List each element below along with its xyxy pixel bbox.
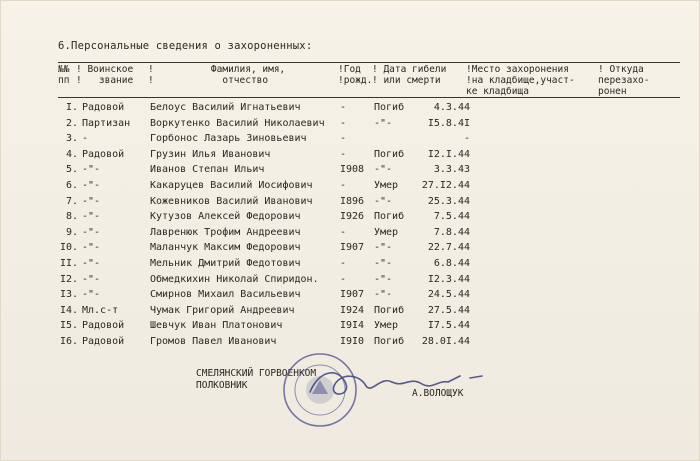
row-rank: -"- <box>82 211 101 223</box>
row-number: 4. <box>65 148 78 160</box>
row-birth-year: - <box>340 180 347 191</box>
row-number: 8. <box>65 211 78 223</box>
row-number: 9. <box>65 226 78 238</box>
table-row <box>0 318 700 333</box>
row-date: 24.5.44 <box>427 289 470 301</box>
row-number: I. <box>65 102 78 113</box>
section-title: 6.Персональные сведения о захороненных: <box>58 40 313 52</box>
row-birth-year: I9I4 <box>340 320 365 332</box>
row-date: 27.I2.44 <box>421 180 470 191</box>
table-row <box>0 240 700 255</box>
table-row <box>0 303 700 318</box>
row-date: I2.3.44 <box>427 273 470 285</box>
row-name: Грузин Илья Иванович <box>150 148 271 160</box>
column-header-no: №№ пп <box>58 64 70 86</box>
table-row <box>0 209 700 224</box>
row-fate: Умер <box>374 226 399 238</box>
row-fate: -"- <box>374 117 393 129</box>
row-date: 7.5.44 <box>433 211 470 223</box>
row-date: I5.8.4I <box>427 117 470 129</box>
column-header-name: ! Фамилия, имя, ! отчество <box>148 64 286 86</box>
row-date: 4.3.44 <box>433 102 470 113</box>
column-header-reburied: ! Откуда перезахо- ронен <box>598 64 650 97</box>
row-fate: Умер <box>374 320 399 332</box>
row-name: Обмедкихин Николай Спиридон. <box>150 273 319 285</box>
row-name: Чумак Григорий Андреевич <box>150 304 295 316</box>
row-fate: -"- <box>374 289 393 301</box>
row-name: Какаруцев Василий Иосифович <box>150 180 313 191</box>
row-number: 6. <box>65 180 78 191</box>
row-birth-year: - <box>340 133 347 145</box>
row-name: Лавренюк Трофим Андреевич <box>150 226 301 238</box>
signatory-name: А.ВОЛОЩУК <box>412 388 464 399</box>
row-rank: -"- <box>82 273 101 285</box>
header-bottom-rule <box>58 97 680 98</box>
row-number: II. <box>59 258 78 269</box>
row-fate: Погиб <box>374 148 405 160</box>
row-number: I4. <box>59 304 78 316</box>
row-date: 7.8.44 <box>433 226 470 238</box>
row-rank: Радовой <box>82 320 125 332</box>
row-rank: Мл.с-т <box>82 304 119 316</box>
column-header-date: ! Дата гибели ! или смерти <box>372 64 447 86</box>
row-fate: -"- <box>374 258 393 269</box>
row-rank: -"- <box>82 226 101 238</box>
row-date: I2.I.44 <box>427 148 470 160</box>
row-date: 28.0I.44 <box>421 336 470 347</box>
row-name: Воркутенко Василий Николаевич <box>150 117 325 129</box>
table-row <box>0 272 700 287</box>
row-number: I6. <box>59 336 78 347</box>
table-row <box>0 256 700 271</box>
row-rank: Радовой <box>82 148 125 160</box>
row-fate: -"- <box>374 273 393 285</box>
row-number: 3. <box>65 133 78 145</box>
row-rank: Радовой <box>82 336 125 347</box>
column-header-year: !Год !рожд. <box>338 64 373 86</box>
row-rank: -"- <box>82 242 101 254</box>
row-fate: Погиб <box>374 102 405 113</box>
row-name: Горбонос Лазарь Зиновьевич <box>150 133 307 145</box>
row-number: I0. <box>59 242 78 254</box>
table-row <box>0 334 700 349</box>
row-fate: Погиб <box>374 211 405 223</box>
row-name: Маланчук Максим Федорович <box>150 242 301 254</box>
row-birth-year: - <box>340 102 347 113</box>
row-fate: Погиб <box>374 304 405 316</box>
row-number: 5. <box>65 164 78 176</box>
row-birth-year: I896 <box>340 195 365 207</box>
row-birth-year: - <box>340 226 347 238</box>
table-row <box>0 225 700 240</box>
row-name: Мельник Дмитрий Федотович <box>150 258 301 269</box>
row-name: Смирнов Михаил Васильевич <box>150 289 301 301</box>
table-row <box>0 147 700 162</box>
row-number: I2. <box>59 273 78 285</box>
row-birth-year: I907 <box>340 242 365 254</box>
row-name: Шевчук Иван Платонович <box>150 320 283 332</box>
row-fate: Умер <box>374 180 399 191</box>
row-date: 25.3.44 <box>427 195 470 207</box>
row-rank: -"- <box>82 195 101 207</box>
table-row <box>0 162 700 177</box>
row-birth-year: I908 <box>340 164 365 176</box>
row-date: 6.8.44 <box>433 258 470 269</box>
signature <box>300 362 500 402</box>
row-rank: Партизан <box>82 117 131 129</box>
row-fate: -"- <box>374 195 393 207</box>
row-number: I5. <box>59 320 78 332</box>
row-fate: -"- <box>374 164 393 176</box>
signatory-position: СМЕЛЯНСКИЙ ГОРВОЕНКОМ ПОЛКОВНИК <box>196 368 317 391</box>
row-birth-year: I9I0 <box>340 336 365 347</box>
row-date: - <box>463 133 470 145</box>
row-birth-year: - <box>340 273 347 285</box>
row-birth-year: - <box>340 117 347 129</box>
table-row <box>0 178 700 193</box>
row-name: Иванов Степан Ильич <box>150 164 265 176</box>
table-row <box>0 194 700 209</box>
row-date: 22.7.44 <box>427 242 470 254</box>
row-rank: - <box>82 133 89 145</box>
row-date: 3.3.43 <box>433 164 470 176</box>
row-rank: -"- <box>82 180 101 191</box>
row-number: 7. <box>65 195 78 207</box>
row-date: 27.5.44 <box>427 304 470 316</box>
row-fate: -"- <box>374 242 393 254</box>
column-header-place: !Место захоронения !на кладбище,участ- ке кладбища <box>466 64 575 97</box>
row-rank: -"- <box>82 258 101 269</box>
row-name: Белоус Василий Игнатьевич <box>150 102 301 113</box>
row-number: 2. <box>65 117 78 129</box>
row-birth-year: I926 <box>340 211 365 223</box>
row-number: I3. <box>59 289 78 301</box>
table-row <box>0 116 700 131</box>
header-top-rule <box>58 62 680 63</box>
row-fate: Погиб <box>374 336 405 347</box>
row-rank: -"- <box>82 164 101 176</box>
row-birth-year: I924 <box>340 304 365 316</box>
column-header-rank: ! Воинское ! звание <box>76 64 134 86</box>
row-birth-year: - <box>340 258 347 269</box>
row-rank: Радовой <box>82 102 125 113</box>
table-row <box>0 131 700 146</box>
table-row <box>0 100 700 115</box>
row-name: Кожевников Василий Иванович <box>150 195 313 207</box>
row-birth-year: I907 <box>340 289 365 301</box>
row-date: I7.5.44 <box>427 320 470 332</box>
row-birth-year: - <box>340 148 347 160</box>
row-name: Громов Павел Иванович <box>150 336 277 347</box>
table-row <box>0 287 700 302</box>
row-rank: -"- <box>82 289 101 301</box>
row-name: Кутузов Алексей Федорович <box>150 211 301 223</box>
